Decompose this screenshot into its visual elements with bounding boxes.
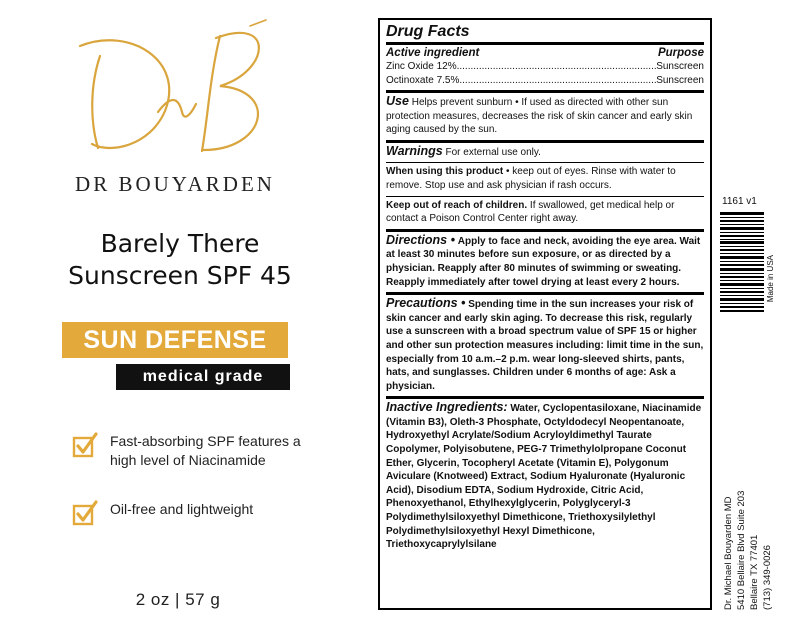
- product-title-line-1: Barely There: [100, 229, 260, 258]
- active-ingredient-row: [386, 60, 704, 74]
- precautions-section: [386, 295, 704, 396]
- precautions-heading: Precautions •: [386, 296, 466, 311]
- ingredient-purpose: Sunscreen: [656, 75, 704, 86]
- active-ingredient-header: [386, 46, 704, 60]
- address-line: Dr. Michael Bouyarden MD: [723, 496, 734, 610]
- checkbox-icon: [72, 432, 98, 458]
- active-ingredient-row: [386, 74, 704, 88]
- inactive-text: Water, Cyclopentasiloxane, Niacinamide (Vitamin B3), Oleth-3 Phosphate, Octyldodecyl Neopentanoate, Hydroxyethyl Acrylate/Sodium Acryloyldimethyl Taurate Copolymer, Polyisobutene, PEG-7 Trimethylolpropane Coconut Ether, Glycerin, Tocopheryl Acetate (Vitamin E), Polygonum Aviculare (Knotweed) Extract, Sodium Hyaluronate (Hyaluronic Acid), Disodium EDTA, Sodium Hydroxide, Citric Acid, Phenoxyethanol, Ethylhexylglycerin, Polyglyceryl-3 Polydimethylsiloxyethyl Dimethicone, Triethoxysilylethyl Polydimethylsiloxyethyl Hexyl Dimethicone, Triethoxycaprylylsilane: [386, 403, 702, 551]
- when-using-label: When using this product: [386, 166, 504, 178]
- net-contents: 2 oz | 57 g: [135, 590, 221, 609]
- use-text: Helps prevent sunburn • If used as directed with other sun protection measures, decreases the risk of skin cancer and early skin aging caused by the sun.: [386, 97, 693, 136]
- keep-out-label: Keep out of reach of children.: [386, 199, 528, 211]
- drug-facts-panel: [378, 18, 712, 610]
- product-title: [0, 228, 360, 292]
- feature-item: [72, 432, 310, 470]
- sun-defense-badge: SUN DEFENSE: [62, 322, 288, 358]
- active-header-label: Active ingredient: [386, 47, 480, 59]
- warnings-text: For external use only.: [445, 146, 541, 158]
- ingredient-name: Zinc Oxide 12%: [386, 61, 457, 72]
- made-in-usa: Made in USA: [766, 255, 775, 303]
- inactive-section: [386, 399, 704, 555]
- directions-text: Apply to face and neck, avoiding the eye area. Wait at least 30 minutes before sun exposure, or as directed by a physician. Reapply after 80 minutes of swimming or sweating. Reapply immediately after towel drying at least every 2 hours.: [386, 235, 701, 288]
- warnings-section: [386, 143, 704, 163]
- use-section: [386, 93, 704, 140]
- precautions-text: Spending time in the sun increases your risk of skin cancer and early skin aging. To decrease this risk, regularly use a sunscreen with a broad spectrum value of SPF 15 or higher and other sun protection measures including: limit time in the sun, especially from 10 a.m.–2 p.m. wear long-sleeved shirts, pants, hats, and sunglasses. Children under 6 months of age: Ask a physician.: [386, 299, 704, 392]
- keep-out-section: [386, 197, 704, 229]
- manufacturer-address: [722, 470, 774, 610]
- keep-out-text: If swallowed, get medical help or contact a Poison Control Center right away.: [386, 199, 675, 225]
- use-heading: Use: [386, 94, 409, 108]
- medical-grade-badge: medical grade: [116, 364, 290, 390]
- purpose-header-label: Purpose: [657, 47, 704, 59]
- brand-name: DR BOUYARDEN: [75, 172, 275, 196]
- inactive-heading: Inactive Ingredients:: [386, 400, 508, 415]
- directions-section: [386, 232, 704, 292]
- address-line: 5410 Bellaire Blvd Suite 203: [736, 490, 747, 610]
- feature-text: Fast-absorbing SPF features a high level of Niacinamide: [110, 433, 301, 468]
- address-line: Bellaire TX 77401: [749, 534, 760, 610]
- brand-logo-icon: [70, 16, 280, 166]
- checkbox-icon: [72, 500, 98, 526]
- address-line: (713) 349-0026: [762, 545, 773, 610]
- ingredient-name: Octinoxate 7.5%: [386, 75, 460, 86]
- lot-code: 1161 v1: [722, 196, 757, 207]
- when-using-text: • keep out of eyes. Rinse with water to remove. Stop use and ask physician if rash occurs.: [386, 166, 676, 191]
- front-panel: [0, 0, 370, 632]
- product-title-line-2: Sunscreen SPF 45: [68, 261, 292, 290]
- warnings-heading: Warnings: [386, 143, 443, 158]
- directions-heading: Directions •: [386, 232, 455, 247]
- when-using-section: [386, 163, 704, 195]
- feature-item: [72, 500, 310, 526]
- feature-text: Oil-free and lightweight: [110, 501, 254, 517]
- drug-facts-title: Drug Facts: [386, 23, 470, 40]
- ingredient-purpose: Sunscreen: [656, 61, 704, 72]
- barcode-icon: [720, 212, 764, 312]
